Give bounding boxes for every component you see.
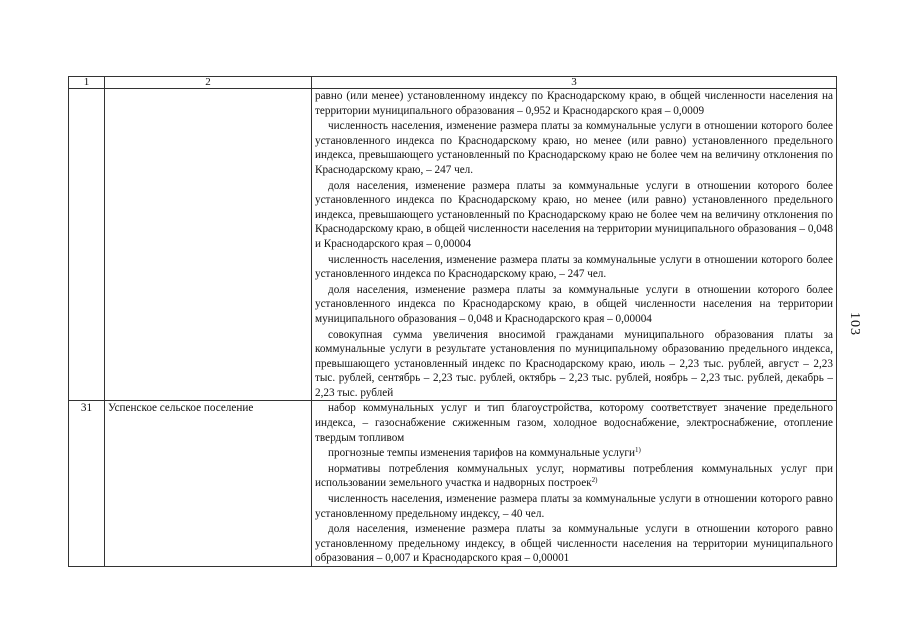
table-row-continuation [69, 89, 837, 401]
paragraph-text: нормативы потребления коммунальных услуг, нормативы потребления коммунальных услуг при использовании земельного участка и надворных построек [315, 462, 833, 490]
details-paragraph: численность населения, изменение размера платы за коммунальные услуги в отношении которого более установленного индекса по Краснодарскому краю, – 247 чел. [315, 253, 833, 281]
municipality-name-cell: Успенское сельское поселение [105, 401, 312, 567]
details-paragraph: совокупная сумма увеличения вносимой гражданами муниципального образования платы за коммунальные услуги в результате установления по муниципальному образованию предельного индекса, превышающего установленный индекс по Краснодарскому краю, июль – 2,23 тыс. рублей, август – 2,23 тыс. рублей, сентябрь – 2,23 тыс. рублей, октябрь – 2,23 тыс. рублей, ноябрь – 2,23 тыс. рублей, декабрь – 2,23 тыс. рублей [315, 328, 833, 399]
municipality-cell [105, 89, 312, 401]
row-number-cell: 31 [69, 401, 105, 567]
details-paragraph: численность населения, изменение размера платы за коммунальные услуги в отношении которого равно установленному предельному индексу, – 40 чел. [315, 493, 833, 520]
table-row-31 [69, 401, 837, 567]
row-number-cell [69, 89, 105, 401]
details-paragraph: набор коммунальных услуг и тип благоустройства, которому соответствует значение предельного индекса, – газоснабжение сжиженным газом, холодное водоснабжение, электроснабжение, отопление твердым топливом [315, 402, 833, 444]
details-paragraph: доля населения, изменение размера платы за коммунальные услуги в отношении которого равно установленному предельному индексу, в общей численности населения на территории муниципального образования – 0,007 и Краснодарского края – 0,00001 [315, 523, 833, 565]
header-col-1: 1 [69, 77, 105, 89]
header-col-2: 2 [105, 77, 312, 89]
footnote-marker: 2) [591, 476, 598, 485]
details-cell [312, 401, 837, 567]
details-paragraph [315, 446, 833, 461]
details-paragraph: равно (или менее) установленному индексу по Краснодарскому краю, в общей численности населения на территории муниципального образования – 0,952 и Краснодарского края – 0,0009 [315, 90, 833, 117]
details-paragraph: численность населения, изменение размера платы за коммунальные услуги в отношении которого более установленного индекса по Краснодарскому краю, но менее (или равно) установленного предельного индекса, превышающего установленный по Краснодарскому краю не более чем на величину отклонения по Краснодарскому краю, – 247 чел. [315, 120, 833, 176]
details-paragraph [315, 462, 833, 491]
details-cell [312, 89, 837, 401]
details-paragraph: доля населения, изменение размера платы за коммунальные услуги в отношении которого более установленного индекса по Краснодарскому краю, но менее (или равно) установленного предельного индекса, превышающего установленный по Краснодарскому краю не более чем на величину отклонения по Краснодарскому краю, в общей численности населения на территории муниципального образования – 0,048 и Краснодарского края – 0,00004 [315, 179, 833, 250]
details-paragraph: доля населения, изменение размера платы за коммунальные услуги в отношении которого более установленного индекса по Краснодарскому краю, в общей численности населения на территории муниципального образования – 0,048 и Краснодарского края – 0,00004 [315, 283, 833, 325]
table-header-row [69, 77, 837, 89]
page-number: 103 [847, 312, 862, 336]
document-table [68, 76, 837, 567]
paragraph-text: прогнозные темпы изменения тарифов на коммунальные услуги [328, 447, 635, 460]
header-col-3: 3 [312, 77, 837, 89]
footnote-marker: 1) [634, 446, 641, 455]
